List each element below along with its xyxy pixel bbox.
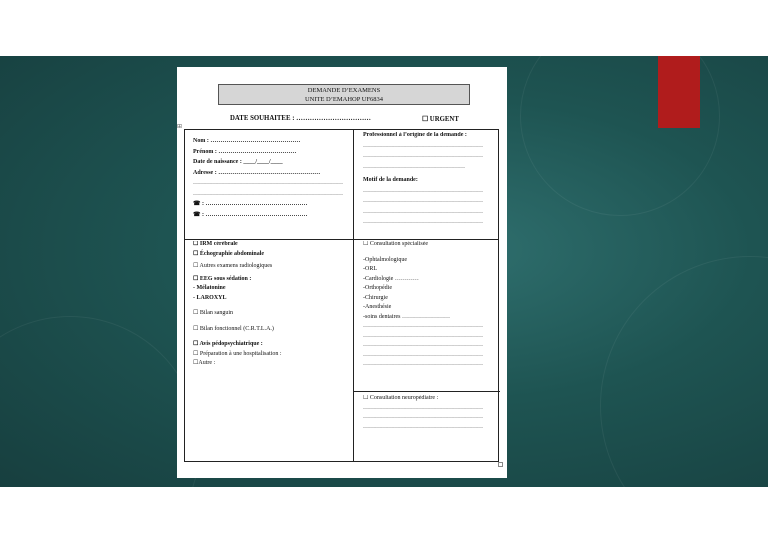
eeg-checkbox[interactable]: ☐ EEG sous sédation :	[193, 275, 252, 282]
consult-line[interactable]: ……………………………………………………	[363, 332, 483, 339]
address-line[interactable]: …………………………………………………………………	[193, 180, 343, 186]
neuro-line[interactable]: ……………………………………………………	[363, 423, 483, 430]
resize-handle-icon[interactable]	[498, 462, 503, 467]
patient-identity-cell	[193, 135, 351, 222]
motif-label: Motif de la demande:	[363, 177, 418, 183]
motif-line[interactable]: ……………………………………………………	[363, 187, 483, 194]
professional-line[interactable]: ……………………………………………………	[363, 142, 483, 149]
requesting-professional-cell	[363, 132, 498, 230]
consult-line[interactable]: ……………………………………………………	[363, 342, 483, 348]
laroxyl-option: - LAROXYL	[193, 294, 227, 301]
professional-line[interactable]: ……………………………………………………	[363, 153, 483, 159]
specialist-consultation-cell	[363, 241, 498, 371]
other-radiology-checkbox[interactable]: ☐ Autres examens radiologiques	[193, 263, 273, 269]
form-unit: UNITE D’EMAHOP UF6834	[304, 96, 384, 103]
blood-test-checkbox[interactable]: ☐ Bilan sanguin	[193, 310, 234, 316]
row-divider	[185, 239, 498, 240]
urgent-checkbox[interactable]: ☐ URGENT	[422, 116, 459, 123]
neuropediatric-consultation-cell	[363, 395, 498, 433]
prenom-field[interactable]: Prénom : …………………………………	[193, 148, 297, 155]
motif-line[interactable]: ……………………………………………………	[363, 208, 483, 215]
desired-date-field[interactable]: DATE SOUHAITEE : ……………………………	[230, 115, 371, 122]
phone-field[interactable]: ☎ : ……………………………………………	[193, 211, 308, 218]
form-page	[177, 67, 507, 478]
consult-line[interactable]: ……………………………………………………	[363, 361, 483, 367]
consult-line[interactable]: ……………………………………………………	[363, 323, 483, 329]
child-psychiatry-checkbox[interactable]: ☐ Avis pédopsychiatrique :	[193, 341, 263, 347]
irm-checkbox[interactable]: ☐ IRM cérébrale	[193, 241, 238, 247]
row-divider	[353, 391, 500, 392]
form-header	[218, 84, 470, 105]
consult-line[interactable]: ……………………………………………………	[363, 351, 483, 358]
hospitalisation-prep-checkbox[interactable]: ☐ Préparation à une hospitalisation :	[193, 350, 282, 357]
consult-option-ortho: -Orthopédie	[363, 285, 392, 291]
motif-line[interactable]: ……………………………………………………	[363, 219, 483, 225]
motif-line[interactable]: ……………………………………………………	[363, 198, 483, 204]
professional-line[interactable]: ……………………………………………	[363, 163, 465, 170]
exams-cell	[193, 241, 351, 370]
birthdate-field[interactable]: Date de naissance : ____/____/____	[193, 159, 283, 165]
other-checkbox[interactable]: ☐Autre :	[193, 360, 216, 366]
professional-label: Professionnel à l’origine de la demande :	[363, 132, 467, 138]
column-divider	[353, 130, 354, 461]
neuro-line[interactable]: ……………………………………………………	[363, 404, 483, 411]
table-move-handle-icon[interactable]: ⊞	[177, 123, 183, 130]
functional-assessment-checkbox[interactable]: ☐ Bilan fonctionnel (C.R.T.L.A.)	[193, 325, 274, 332]
echography-checkbox[interactable]: ☐ Échographie abdominale	[193, 250, 265, 257]
nom-field[interactable]: Nom : ………………………………………	[193, 138, 301, 144]
consult-option-chirurgie: -Chirurgie	[363, 294, 388, 301]
address-field[interactable]: Adresse : ……………………………………………	[193, 169, 321, 176]
form-title: DEMANDE D’EXAMENS	[307, 87, 381, 94]
consult-option-ophtalmo: -Ophtalmologique	[363, 256, 407, 263]
melatonine-option: - Mélatonine	[193, 285, 226, 291]
phone-field[interactable]: ☎ : ……………………………………………	[193, 201, 308, 207]
decorative-ring	[600, 256, 768, 487]
red-accent-block	[658, 56, 700, 128]
decorative-ring	[0, 316, 200, 487]
consult-option-orl: -ORL	[363, 266, 377, 272]
address-line[interactable]: …………………………………………………………………	[193, 190, 343, 197]
consult-option-cardio: -Cardiologie …………	[363, 275, 419, 282]
neuropediatric-checkbox[interactable]: ☐ Consultation neuropédiatre :	[363, 395, 439, 401]
consult-option-anesthesie: -Anesthésie	[363, 304, 392, 310]
form-table	[184, 129, 499, 462]
consult-option-soins-dentaires: -soins dentaires ……………………	[363, 313, 450, 320]
specialist-consultation-checkbox[interactable]: ☐ Consultation spécialisée	[363, 241, 429, 247]
neuro-line[interactable]: ……………………………………………………	[363, 414, 483, 420]
